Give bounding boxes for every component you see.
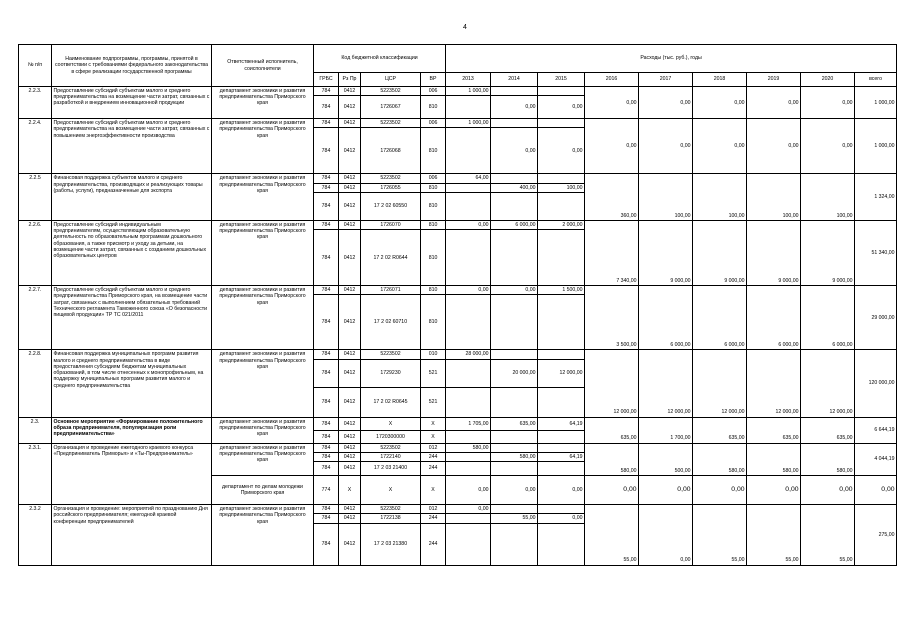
cell-value-2015	[538, 230, 585, 286]
cell-csr: 17 2 02 60710	[361, 295, 421, 350]
cell-rzpr: 0412	[339, 443, 361, 452]
cell-vr: 010	[421, 350, 446, 359]
cell-value-2015	[538, 387, 585, 417]
cell-value-2016: 635,00	[585, 417, 639, 443]
row-name: Финансовая поддержка субъектов малого и среднего предпринимательства, производящих и реализующих товары (работы, услуги), предназначенные для экспорта	[52, 174, 212, 220]
cell-grbs: 784	[314, 350, 339, 359]
cell-grbs: 784	[314, 128, 339, 174]
row-executor: департамент экономики и развития предпринимательства Приморского края	[212, 505, 314, 565]
cell-value-2013	[446, 514, 491, 523]
table-row	[19, 87, 897, 96]
cell-vr: 810	[421, 230, 446, 286]
cell-value-2014	[491, 523, 538, 565]
cell-vr: 810	[421, 220, 446, 229]
cell-total: 1 000,00	[855, 119, 897, 174]
cell-value-2014: 0,00	[491, 286, 538, 295]
cell-grbs: 784	[314, 286, 339, 295]
cell-rzpr: 0412	[339, 505, 361, 514]
cell-grbs: 784	[314, 220, 339, 229]
table-row	[19, 443, 897, 452]
header-no: № п/п	[19, 45, 52, 87]
cell-value-2020: 580,00	[801, 443, 855, 475]
cell-csr: 5223502	[361, 87, 421, 96]
cell-value-2014	[491, 230, 538, 286]
row-executor: департамент экономики и развития предпринимательства Приморского края	[212, 350, 314, 417]
cell-value-2014	[491, 430, 538, 443]
cell-value-2013: 1 000,00	[446, 119, 491, 128]
cell-value-2013	[446, 128, 491, 174]
cell-value-2017: 6 000,00	[639, 286, 693, 350]
cell-value-2015: 1 500,00	[538, 286, 585, 295]
cell-value-2014	[491, 192, 538, 220]
cell-value-2018: 55,00	[693, 505, 747, 565]
header-2016: 2016	[585, 73, 639, 87]
cell-value-2014	[491, 387, 538, 417]
header-2018: 2018	[693, 73, 747, 87]
cell-vr: 810	[421, 286, 446, 295]
cell-grbs: 784	[314, 387, 339, 417]
cell-csr: 1726067	[361, 96, 421, 119]
cell-y18: 0,00	[693, 476, 747, 505]
cell-value-2013	[446, 523, 491, 565]
cell-value-2016: 12 000,00	[585, 350, 639, 417]
expenses-table	[18, 44, 897, 566]
cell-vr: 810	[421, 192, 446, 220]
row-name: Организация и проведение ежегодного краевого конкурса «Предприниматель Приморья» и «Ты-Предприниматель»	[52, 443, 212, 504]
cell-vr: 810	[421, 96, 446, 119]
row-number: 2.3.	[19, 417, 52, 443]
cell-value-2017: 0,00	[639, 119, 693, 174]
cell-value-2014	[491, 87, 538, 96]
header-2015: 2015	[538, 73, 585, 87]
cell-value-2015	[538, 350, 585, 359]
cell-csr: 1729230	[361, 359, 421, 387]
cell-value-2013	[446, 359, 491, 387]
cell-total: 1 000,00	[855, 87, 897, 119]
cell-rzpr: 0412	[339, 452, 361, 461]
cell-csr: 17 2 03 21380	[361, 523, 421, 565]
cell-total: 1 324,00	[855, 174, 897, 220]
cell-grbs: 784	[314, 87, 339, 96]
cell-value-2014	[491, 295, 538, 350]
cell-value-2013	[446, 462, 491, 476]
cell-value-2014: 20 000,00	[491, 359, 538, 387]
cell-value-2016: 360,00	[585, 174, 639, 220]
cell-value-2019: 580,00	[747, 443, 801, 475]
header-2020: 2020	[801, 73, 855, 87]
row-number: 2.3.1.	[19, 443, 52, 504]
table-row	[19, 286, 897, 295]
cell-value-2013: 28 000,00	[446, 350, 491, 359]
cell-grbs: 784	[314, 183, 339, 192]
cell-value-2015	[538, 119, 585, 128]
cell-value-2019: 55,00	[747, 505, 801, 565]
row-executor: департамент экономики и развития предпринимательства Приморского края	[212, 87, 314, 119]
cell-value-2014	[491, 505, 538, 514]
cell-value-2020: 55,00	[801, 505, 855, 565]
cell-value-2013: 0,00	[446, 220, 491, 229]
cell-value-2017: 500,00	[639, 443, 693, 475]
cell-value-2015	[538, 505, 585, 514]
cell-grbs: 784	[314, 174, 339, 183]
cell-rzpr: 0412	[339, 87, 361, 96]
row-number: 2.2.3.	[19, 87, 52, 119]
cell-grbs: 784	[314, 462, 339, 476]
cell-value-2014: 0,00	[491, 128, 538, 174]
cell-value-2020: 635,00	[801, 417, 855, 443]
cell-value-2018: 0,00	[693, 87, 747, 119]
table-row	[19, 220, 897, 229]
cell-csr: 1726070	[361, 220, 421, 229]
cell-csr: 5223502	[361, 505, 421, 514]
cell-csr: 5223502	[361, 443, 421, 452]
row-executor: департамент экономики и развития предпринимательства Приморского края	[212, 220, 314, 285]
cell-value-2013: 580,00	[446, 443, 491, 452]
cell-value-2015	[538, 430, 585, 443]
cell-csr: Х	[361, 417, 421, 430]
cell-rzpr: 0412	[339, 359, 361, 387]
cell-csr: 1726055	[361, 183, 421, 192]
cell-value-2015: 64,19	[538, 452, 585, 461]
cell-vr: 244	[421, 523, 446, 565]
cell-grbs: 784	[314, 417, 339, 430]
cell-value-2015	[538, 295, 585, 350]
cell-value-2013: 64,00	[446, 174, 491, 183]
table-row	[19, 174, 897, 183]
header-executor: Ответственный исполнитель, соисполнители	[212, 45, 314, 87]
cell-total: 0,00	[855, 476, 897, 505]
header-2017: 2017	[639, 73, 693, 87]
cell-value-2015: 12 000,00	[538, 359, 585, 387]
cell-value-2013	[446, 183, 491, 192]
cell-y13: 0,00	[446, 476, 491, 505]
cell-vr: 244	[421, 452, 446, 461]
cell-total: 275,00	[855, 505, 897, 565]
cell-csr: Х	[361, 476, 421, 505]
cell-vr: 810	[421, 183, 446, 192]
row-number: 2.2.6.	[19, 220, 52, 285]
row-name: Предоставление субсидий индивидуальным предпринимателям, осуществляющим образовательную деятельность по образовательным программам дошкольного образования, а также присмотр и уходу за детьми, на возмещение части затрат, связанных с созданием дошкольных образовательных центров	[52, 220, 212, 285]
cell-value-2019: 6 000,00	[747, 286, 801, 350]
row-executor: департамент экономики и развития предпринимательства Приморского края	[212, 174, 314, 220]
cell-value-2014	[491, 462, 538, 476]
cell-value-2016: 55,00	[585, 505, 639, 565]
cell-csr: 5223502	[361, 174, 421, 183]
cell-value-2015	[538, 462, 585, 476]
cell-value-2015	[538, 87, 585, 96]
cell-value-2018: 12 000,00	[693, 350, 747, 417]
cell-value-2017: 1 700,00	[639, 417, 693, 443]
cell-vr: Х	[421, 430, 446, 443]
cell-vr: 012	[421, 443, 446, 452]
cell-csr: 17 2 03 21400	[361, 462, 421, 476]
table-row	[19, 417, 897, 430]
cell-value-2014: 0,00	[491, 96, 538, 119]
cell-value-2013	[446, 452, 491, 461]
cell-total: 51 340,00	[855, 220, 897, 285]
cell-value-2013	[446, 230, 491, 286]
cell-value-2020: 0,00	[801, 87, 855, 119]
cell-value-2019: 0,00	[747, 119, 801, 174]
cell-vr: 006	[421, 87, 446, 96]
cell-total: 4 044,19	[855, 443, 897, 475]
cell-rzpr: 0412	[339, 417, 361, 430]
cell-total: 120 000,00	[855, 350, 897, 417]
cell-value-2013: 1 705,00	[446, 417, 491, 430]
cell-value-2014	[491, 350, 538, 359]
cell-total: 29 000,00	[855, 286, 897, 350]
cell-grbs: 784	[314, 452, 339, 461]
cell-value-2016: 580,00	[585, 443, 639, 475]
cell-value-2016: 0,00	[585, 119, 639, 174]
row-number: 2.2.8.	[19, 350, 52, 417]
header-rzpr: Рз Пр	[339, 73, 361, 87]
cell-y17: 0,00	[639, 476, 693, 505]
cell-value-2013	[446, 192, 491, 220]
row-number: 2.2.4.	[19, 119, 52, 174]
header-2019: 2019	[747, 73, 801, 87]
cell-value-2014: 580,00	[491, 452, 538, 461]
cell-value-2014: 635,00	[491, 417, 538, 430]
cell-value-2013	[446, 430, 491, 443]
row-name: Предоставление субсидий субъектам малого и среднего предпринимательства Приморского края, на возмещение части затрат, связанных с выполнением обязательных требований Технического регламента Таможенного союза «О безопасности пищевой продукции» ТР ТС 021/2011	[52, 286, 212, 350]
table-row	[19, 350, 897, 359]
cell-vr: Х	[421, 417, 446, 430]
row-executor: департамент экономики и развития предпринимательства Приморского края	[212, 443, 314, 475]
cell-rzpr: 0412	[339, 230, 361, 286]
cell-value-2019: 100,00	[747, 174, 801, 220]
cell-grbs: 784	[314, 514, 339, 523]
cell-rzpr: 0412	[339, 96, 361, 119]
cell-rzpr: 0412	[339, 523, 361, 565]
cell-value-2014: 6 000,00	[491, 220, 538, 229]
cell-grbs: 784	[314, 359, 339, 387]
row-executor: департамент по делам молодежи Приморского края	[212, 476, 314, 505]
row-number: 2.2.5	[19, 174, 52, 220]
cell-y14: 0,00	[491, 476, 538, 505]
cell-value-2014: 400,00	[491, 183, 538, 192]
table-row	[19, 505, 897, 514]
cell-value-2013: 0,00	[446, 286, 491, 295]
cell-value-2018: 580,00	[693, 443, 747, 475]
page-number: 4	[463, 24, 467, 31]
row-executor: департамент экономики и развития предпринимательства Приморского края	[212, 286, 314, 350]
cell-vr: 810	[421, 295, 446, 350]
cell-value-2020: 6 000,00	[801, 286, 855, 350]
cell-csr: 5223502	[361, 119, 421, 128]
cell-value-2014: 55,00	[491, 514, 538, 523]
cell-rzpr: 0412	[339, 462, 361, 476]
cell-csr: 1722140	[361, 452, 421, 461]
header-expenses: Расходы (тыс. руб.), годы	[446, 45, 897, 73]
cell-csr: 17 2 02 R0645	[361, 387, 421, 417]
cell-y15: 0,00	[538, 476, 585, 505]
cell-value-2016: 3 500,00	[585, 286, 639, 350]
cell-csr: 1726071	[361, 286, 421, 295]
cell-csr: 17 2 02 60550	[361, 192, 421, 220]
cell-csr: 1726068	[361, 128, 421, 174]
cell-vr: 810	[421, 128, 446, 174]
cell-value-2013	[446, 387, 491, 417]
cell-value-2014	[491, 443, 538, 452]
cell-value-2015: 64,19	[538, 417, 585, 430]
cell-value-2018: 6 000,00	[693, 286, 747, 350]
cell-value-2016: 0,00	[585, 87, 639, 119]
cell-rzpr: 0412	[339, 295, 361, 350]
cell-grbs: 784	[314, 230, 339, 286]
cell-total: 6 644,19	[855, 417, 897, 443]
cell-y20: 0,00	[801, 476, 855, 505]
cell-vr: 006	[421, 119, 446, 128]
cell-value-2018: 0,00	[693, 119, 747, 174]
row-name: Предоставление субсидий субъектам малого и среднего предпринимательства на возмещение части затрат, связанных с разработкой и внедрением инновационной продукции	[52, 87, 212, 119]
cell-rzpr: 0412	[339, 174, 361, 183]
cell-vr: 521	[421, 387, 446, 417]
cell-rzpr: Х	[339, 476, 361, 505]
header-name: Наименование подпрограммы, программы, принятой в соответствии с требованиями федерального законодательства в сфере реализации государственной программы	[52, 45, 212, 87]
row-executor: департамент экономики и развития предпринимательства Приморского края	[212, 119, 314, 174]
header-budget-code: Код бюджетной классификации	[314, 45, 446, 73]
cell-value-2017: 9 000,00	[639, 220, 693, 285]
header-grbs: ГРБС	[314, 73, 339, 87]
cell-value-2019: 635,00	[747, 417, 801, 443]
header-total: всего	[855, 73, 897, 87]
row-name: Основное мероприятие «Формирование положительного образа предпринимателя, популяризация роли предпринимательства»	[52, 417, 212, 443]
cell-value-2015: 0,00	[538, 514, 585, 523]
cell-value-2015	[538, 174, 585, 183]
cell-rzpr: 0412	[339, 350, 361, 359]
cell-rzpr: 0412	[339, 286, 361, 295]
cell-value-2015: 2 000,00	[538, 220, 585, 229]
cell-grbs: 784	[314, 295, 339, 350]
header-vr: ВР	[421, 73, 446, 87]
cell-value-2017: 100,00	[639, 174, 693, 220]
cell-value-2013	[446, 295, 491, 350]
cell-grbs: 784	[314, 443, 339, 452]
cell-value-2013: 0,00	[446, 505, 491, 514]
header-2013: 2013	[446, 73, 491, 87]
cell-value-2015: 100,00	[538, 183, 585, 192]
cell-value-2017: 12 000,00	[639, 350, 693, 417]
row-name: Организация и проведение: мероприятий по празднованию Дня российского предпринимателя; ежегодной краевой конференции предпринимателей	[52, 505, 212, 565]
cell-value-2019: 0,00	[747, 87, 801, 119]
cell-value-2020: 0,00	[801, 119, 855, 174]
cell-value-2014	[491, 119, 538, 128]
cell-vr: 244	[421, 462, 446, 476]
cell-csr: 1720300000	[361, 430, 421, 443]
cell-value-2018: 9 000,00	[693, 220, 747, 285]
cell-value-2020: 9 000,00	[801, 220, 855, 285]
cell-value-2014	[491, 174, 538, 183]
cell-value-2015: 0,00	[538, 128, 585, 174]
cell-csr: 1722138	[361, 514, 421, 523]
row-executor: департамент экономики и развития предпринимательства Приморского края	[212, 417, 314, 443]
cell-rzpr: 0412	[339, 183, 361, 192]
cell-vr: 012	[421, 505, 446, 514]
cell-vr: 521	[421, 359, 446, 387]
cell-rzpr: 0412	[339, 192, 361, 220]
row-number: 2.3.2	[19, 505, 52, 565]
cell-vr: 006	[421, 174, 446, 183]
cell-value-2020: 12 000,00	[801, 350, 855, 417]
cell-value-2013: 1 000,00	[446, 87, 491, 96]
header-2014: 2014	[491, 73, 538, 87]
cell-grbs: 774	[314, 476, 339, 505]
cell-value-2015	[538, 443, 585, 452]
cell-grbs: 784	[314, 192, 339, 220]
cell-value-2018: 100,00	[693, 174, 747, 220]
cell-value-2015: 0,00	[538, 96, 585, 119]
cell-y16: 0,00	[585, 476, 639, 505]
cell-value-2017: 0,00	[639, 87, 693, 119]
cell-rzpr: 0412	[339, 128, 361, 174]
row-name: Финансовая поддержка муниципальных программ развития малого и среднего предпринимательства в виде предоставления субсидиям бюджетам муниципальных образований, в том числе отнесенных к монопрофильным, на поддержку муниципальных программ развития малого и среднего предпринимательства	[52, 350, 212, 417]
cell-grbs: 784	[314, 523, 339, 565]
cell-grbs: 784	[314, 96, 339, 119]
cell-rzpr: 0412	[339, 430, 361, 443]
cell-value-2015	[538, 523, 585, 565]
cell-vr: Х	[421, 476, 446, 505]
row-name: Предоставление субсидий субъектам малого и среднего предпринимательства на возмещение части затрат, связанных с повышением энергоэффективности производства	[52, 119, 212, 174]
table-row	[19, 119, 897, 128]
cell-value-2018: 635,00	[693, 417, 747, 443]
header-csr: ЦСР	[361, 73, 421, 87]
cell-csr: 17 2 02 R0644	[361, 230, 421, 286]
cell-value-2020: 100,00	[801, 174, 855, 220]
cell-vr: 244	[421, 514, 446, 523]
cell-rzpr: 0412	[339, 514, 361, 523]
cell-value-2017: 0,00	[639, 505, 693, 565]
cell-value-2013	[446, 96, 491, 119]
cell-grbs: 784	[314, 430, 339, 443]
cell-value-2016: 7 340,00	[585, 220, 639, 285]
cell-value-2019: 12 000,00	[747, 350, 801, 417]
cell-grbs: 784	[314, 505, 339, 514]
cell-y19: 0,00	[747, 476, 801, 505]
cell-rzpr: 0412	[339, 119, 361, 128]
cell-rzpr: 0412	[339, 387, 361, 417]
cell-csr: 5223502	[361, 350, 421, 359]
cell-value-2019: 9 000,00	[747, 220, 801, 285]
cell-grbs: 784	[314, 119, 339, 128]
row-number: 2.2.7.	[19, 286, 52, 350]
cell-rzpr: 0412	[339, 220, 361, 229]
cell-value-2015	[538, 192, 585, 220]
